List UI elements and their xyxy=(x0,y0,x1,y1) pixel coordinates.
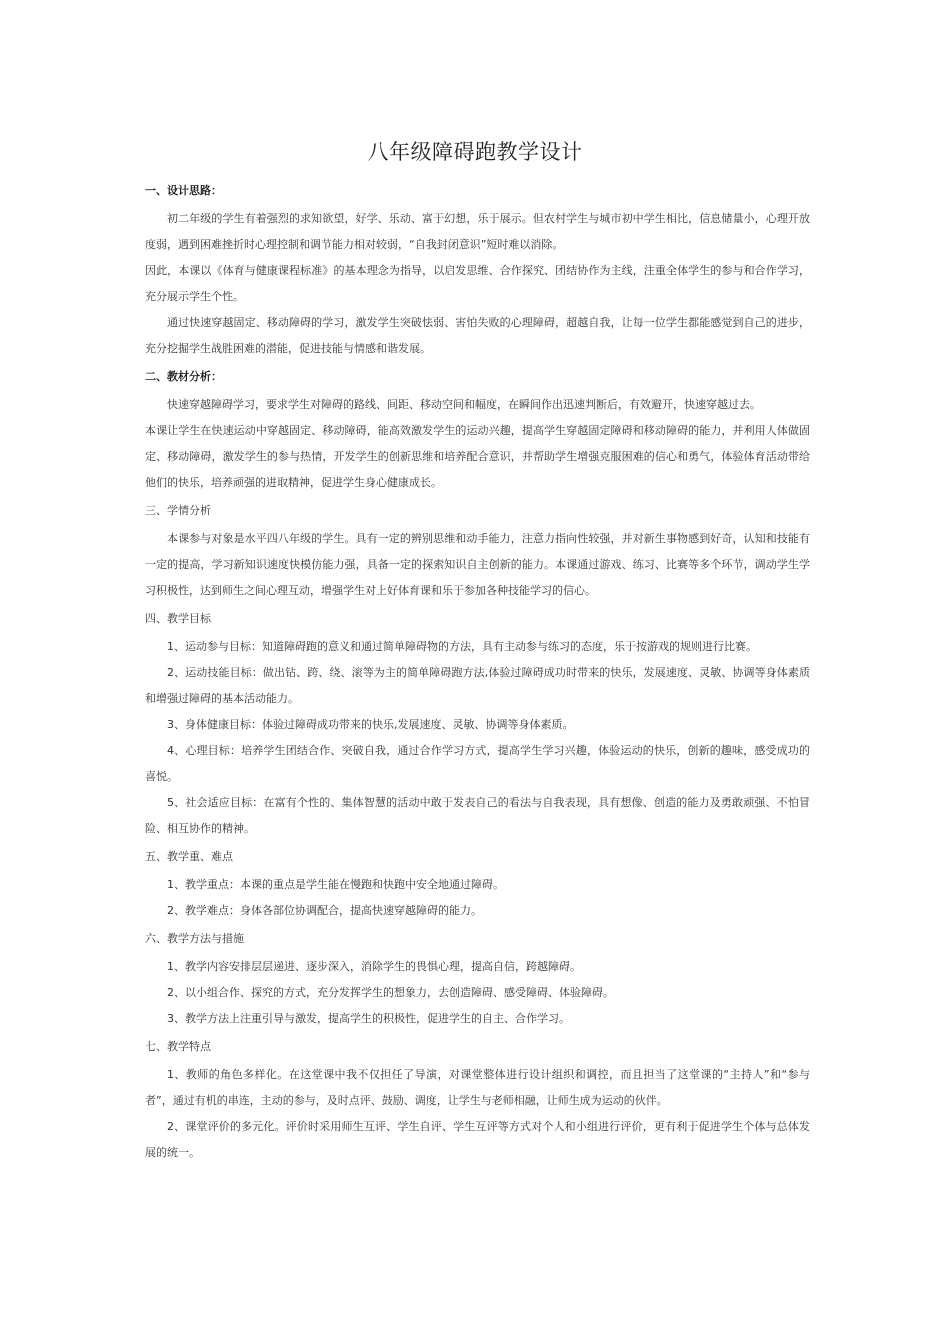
paragraph: 本课让学生在快速运动中穿越固定、移动障碍，能高效激发学生的运动兴趣，提高学生穿越固定障碍和移动障碍的能力，并利用人体做固定、移动障碍，激发学生的参与热情，开发学生的创新思维和培养配合意识，并帮助学生增强克服困难的信心和勇气，体验体育活动带给他们的快乐，培养顽强的进取精神，促进学生身心健康成长。 xyxy=(145,424,810,489)
section-heading-design-idea: 一、设计思路： xyxy=(145,184,222,197)
document-title: 八年级障碍跑教学设计 xyxy=(367,140,583,164)
section-heading-material-analysis: 二、教材分析： xyxy=(145,370,222,383)
list-item: 3、教学方法上注重引导与激发，提高学生的积极性，促进学生的自主、合作学习。 xyxy=(167,1012,570,1025)
list-item: 2、以小组合作、探究的方式，充分发挥学生的想象力，去创造障碍、感受障碍、体验障碍。 xyxy=(167,986,614,999)
section-heading-features: 七、教学特点 xyxy=(145,1040,211,1053)
paragraph: 快速穿越障碍学习，要求学生对障碍的路线、间距、移动空间和幅度，在瞬间作出迅速判断后，有效避开，快速穿越过去。 xyxy=(167,398,761,411)
list-item: 2、课堂评价的多元化。评价时采用师生互评、学生自评、学生互评等方式对个人和小组进行评价，更有利于促进学生个体与总体发展的统一。 xyxy=(145,1120,810,1159)
section-heading-teaching-goals: 四、教学目标 xyxy=(145,612,211,625)
section-heading-learner-analysis: 三、学情分析 xyxy=(145,504,211,517)
goal-item: 4、心理目标：培养学生团结合作、突破自我，通过合作学习方式，提高学生学习兴趣，体验运动的快乐，创新的趣味，感受成功的喜悦。 xyxy=(145,744,810,783)
list-item: 1、教学内容安排层层递进、逐步深入，消除学生的畏惧心理，提高自信，跨越障碍。 xyxy=(167,960,581,973)
paragraph: 初二年级的学生有着强烈的求知欲望，好学、乐动、富于幻想，乐于展示。但农村学生与城市初中学生相比，信息储量小，心理开放度弱，遇到困难挫折时心理控制和调节能力相对较弱，“自我封闭意识”短时难以消除。 xyxy=(145,212,810,251)
goal-item: 2、运动技能目标：做出钻、跨、绕、滚等为主的简单障碍跑方法,体验过障碍成功时带来的快乐，发展速度、灵敏、协调等身体素质和增强过障碍的基本活动能力。 xyxy=(145,666,810,705)
goal-item: 3、身体健康目标：体验过障碍成功带来的快乐,发展速度、灵敏、协调等身体素质。 xyxy=(167,718,574,731)
list-item: 1、教师的角色多样化。在这堂课中我不仅担任了导演，对课堂整体进行设计组织和调控，而且担当了这堂课的“主持人”和“参与者”，通过有机的串连，主动的参与，及时点评、鼓励、调度，让学生与老师相融，让师生成为运动的伙伴。 xyxy=(145,1068,810,1107)
paragraph: 因此，本课以《体育与健康课程标准》的基本理念为指导，以启发思维、合作探究、团结协作为主线，注重全体学生的参与和合作学习，充分展示学生个性。 xyxy=(145,264,810,303)
list-item: 2、教学难点：身体各部位协调配合，提高快速穿越障碍的能力。 xyxy=(167,904,482,917)
paragraph: 通过快速穿越固定、移动障碍的学习，激发学生突破怯弱、害怕失败的心理障碍，超越自我，让每一位学生都能感觉到自己的进步，充分挖掘学生战胜困难的潜能，促进技能与情感和谐发展。 xyxy=(145,316,810,355)
paragraph: 本课参与对象是水平四八年级的学生。具有一定的辨别思维和动手能力，注意力指向性较强，并对新生事物感到好奇，认知和技能有一定的提高，学习新知识速度快模仿能力强，具备一定的探索知识自主创新的能力。本课通过游戏、练习、比赛等多个环节，调动学生学习积极性，达到师生之间心理互动，增强学生对上好体育课和乐于参加各种技能学习的信心。 xyxy=(145,532,810,597)
section-heading-key-points: 五、教学重、难点 xyxy=(145,850,233,863)
goal-item: 5、社会适应目标：在富有个性的、集体智慧的活动中敢于发表自己的看法与自我表现，具有想像、创造的能力及勇敢顽强、不怕冒险、相互协作的精神。 xyxy=(145,796,810,835)
goal-item: 1、运动参与目标：知道障碍跑的意义和通过简单障碍物的方法，具有主动参与练习的态度，乐于按游戏的规则进行比赛。 xyxy=(167,640,757,653)
list-item: 1、教学重点：本课的重点是学生能在慢跑和快跑中安全地通过障碍。 xyxy=(167,878,504,891)
document-body xyxy=(145,180,810,1166)
section-heading-methods: 六、教学方法与措施 xyxy=(145,932,244,945)
